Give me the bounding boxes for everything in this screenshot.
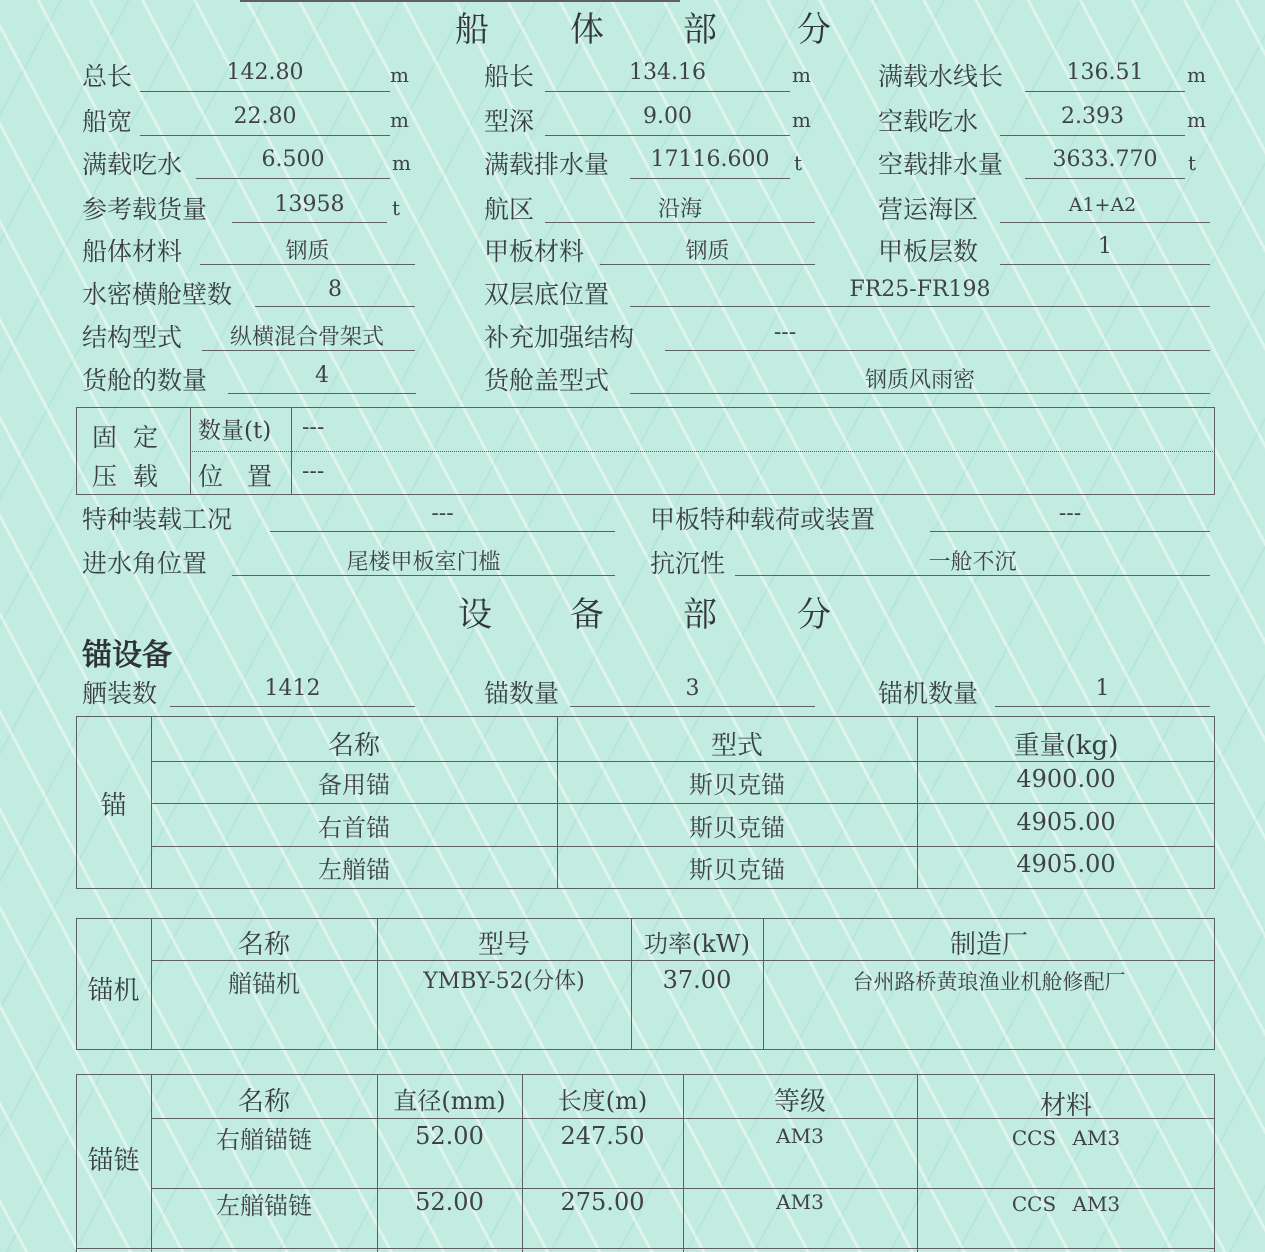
light-displacement-unit: t [1188, 151, 1197, 175]
windlass-header-name: 名称 [237, 930, 290, 960]
special-loading-label: 特种装载工况 [82, 505, 233, 534]
reference-cargo-label: 参考载货量 [82, 195, 208, 224]
chain-header-grade: 等级 [773, 1087, 826, 1117]
reference-cargo-line [232, 222, 387, 223]
chain-header-length: 长度(m) [557, 1087, 648, 1115]
anchor-count-line [570, 706, 815, 707]
light-draft-value: 2.393 [1061, 104, 1124, 129]
light-draft-label: 空载吃水 [878, 107, 979, 136]
full-draft-value: 6.500 [261, 147, 325, 172]
hatch-cover-line [630, 393, 1210, 394]
ballast-qty-value: --- [302, 415, 325, 440]
ship-length-line [545, 91, 790, 92]
cargo-holds-label: 货舱的数量 [82, 366, 208, 395]
cargo-holds-value: 4 [315, 363, 329, 388]
anchor-count-label: 锚数量 [484, 679, 560, 708]
anchor-row-3-type: 斯贝克锚 [689, 856, 785, 884]
full-displacement-label: 满载排水量 [484, 150, 610, 179]
windlass-row-1-name: 艏锚机 [228, 970, 300, 998]
overall-length-value: 142.80 [226, 60, 304, 85]
depth-label: 型深 [484, 107, 535, 136]
double-bottom-value: FR25-FR198 [849, 277, 991, 302]
anchor-row-3-name: 左艏锚 [318, 856, 390, 884]
light-draft-unit: m [1187, 108, 1206, 132]
operating-area-label: 营运海区 [878, 195, 979, 224]
anchor-table-side-label: 锚 [100, 791, 127, 821]
ballast-row-divider [190, 451, 1215, 452]
chain-row-1-name: 右艏锚链 [216, 1126, 312, 1154]
supp-structure-line [665, 350, 1210, 351]
chain-header-material: 材料 [1039, 1091, 1092, 1121]
ballast-pos-value: --- [302, 459, 325, 484]
reference-cargo-value: 13958 [274, 192, 345, 217]
beam-line [140, 135, 390, 136]
unsinkability-value: 一舱不沉 [928, 550, 1017, 575]
light-displacement-value: 3633.770 [1052, 147, 1158, 172]
double-bottom-label: 双层底位置 [484, 280, 610, 309]
flooding-angle-value: 尾楼甲板室门槛 [346, 550, 501, 575]
chain-row-1-length: 247.50 [560, 1122, 645, 1150]
waterline-length-unit: m [1187, 63, 1206, 87]
chain-header-name: 名称 [237, 1087, 290, 1117]
chain-table-side-label: 锚链 [87, 1146, 140, 1176]
anchor-row-1-name: 备用锚 [318, 771, 390, 799]
deck-special-label: 甲板特种载荷或装置 [650, 505, 876, 534]
hatch-cover-value: 钢质风雨密 [864, 368, 975, 393]
anchor-equipment-heading: 锚设备 [82, 638, 172, 673]
ballast-pos-label: 位 置 [198, 462, 280, 491]
flooding-angle-line [232, 575, 615, 576]
chain-row-2-length: 275.00 [560, 1188, 645, 1216]
waterline-length-label: 满载水线长 [878, 62, 1004, 91]
full-displacement-line [630, 178, 790, 179]
deck-layers-line [1000, 264, 1210, 265]
anchor-row-2-name: 右首锚 [318, 814, 390, 842]
beam-label: 船宽 [82, 107, 133, 136]
operating-area-line [1000, 222, 1210, 223]
windlass-header-maker: 制造厂 [949, 930, 1028, 960]
hull-material-label: 船体材料 [82, 237, 183, 266]
full-draft-label: 满载吃水 [82, 150, 183, 179]
hatch-cover-label: 货舱盖型式 [484, 366, 610, 395]
light-displacement-label: 空载排水量 [878, 150, 1004, 179]
chain-row-1-material: CCS AM3 [1011, 1126, 1121, 1150]
deck-layers-label: 甲板层数 [878, 237, 979, 266]
supp-structure-value: --- [773, 320, 797, 345]
full-displacement-unit: t [794, 151, 803, 175]
windlass-row-1-maker: 台州路桥黄琅渔业机舱修配厂 [852, 970, 1126, 994]
ballast-qty-label: 数量(t) [198, 418, 272, 444]
overall-length-unit: m [390, 63, 409, 87]
outfit-number-line [170, 706, 415, 707]
full-draft-unit: m [392, 151, 411, 175]
hull-title-char-2: 体 [570, 10, 604, 50]
structure-type-value: 纵横混合骨架式 [229, 325, 384, 350]
windlass-header-model: 型号 [477, 930, 530, 960]
cargo-holds-line [228, 393, 416, 394]
anchor-header-weight: 重量(kg) [1013, 731, 1119, 761]
waterline-length-line [1025, 91, 1185, 92]
navigation-area-line [545, 222, 815, 223]
deck-material-label: 甲板材料 [484, 237, 585, 266]
equipment-title-char-1: 设 [458, 595, 492, 635]
operating-area-value: A1+A2 [1068, 194, 1137, 216]
ship-length-label: 船长 [484, 62, 535, 91]
anchor-row-3-weight: 4905.00 [1016, 850, 1116, 878]
beam-unit: m [390, 108, 409, 132]
beam-value: 22.80 [233, 104, 297, 129]
full-draft-line [196, 178, 390, 179]
depth-value: 9.00 [643, 104, 692, 129]
bulkheads-line [255, 306, 415, 307]
chain-table-bottom-line [76, 1248, 1215, 1249]
light-displacement-line [1025, 178, 1185, 179]
anchor-table-row-line-3 [151, 846, 1215, 847]
anchor-row-2-weight: 4905.00 [1016, 808, 1116, 836]
chain-row-2-grade: AM3 [776, 1190, 824, 1214]
double-bottom-line [630, 306, 1210, 307]
chain-header-diameter: 直径(mm) [393, 1087, 506, 1115]
fixed-ballast-label-1: 固 定 [92, 423, 162, 452]
hull-material-line [200, 264, 415, 265]
windlass-table-side-label: 锚机 [87, 976, 140, 1006]
hull-title-char-4: 分 [797, 10, 831, 50]
unsinkability-line [735, 575, 1210, 576]
windlass-count-line [995, 706, 1210, 707]
anchor-row-1-type: 斯贝克锚 [689, 771, 785, 799]
deck-material-value: 钢质 [685, 239, 730, 264]
equipment-title-char-4: 分 [797, 595, 831, 635]
equipment-title-char-2: 备 [570, 595, 604, 635]
hull-title-char-1: 船 [455, 10, 489, 50]
equipment-title-char-3: 部 [683, 595, 717, 635]
depth-unit: m [792, 108, 811, 132]
windlass-header-power: 功率(kW) [644, 930, 750, 958]
chain-row-1-diameter: 52.00 [415, 1122, 484, 1150]
anchor-header-type: 型式 [710, 731, 763, 761]
deck-special-line [930, 531, 1210, 532]
ship-length-unit: m [792, 63, 811, 87]
deck-material-line [600, 264, 815, 265]
chain-row-2-diameter: 52.00 [415, 1188, 484, 1216]
supp-structure-label: 补充加强结构 [484, 323, 635, 352]
navigation-area-label: 航区 [484, 195, 535, 224]
hull-material-value: 钢质 [285, 239, 330, 264]
windlass-count-value: 1 [1095, 676, 1110, 701]
special-loading-line [270, 531, 615, 532]
structure-type-line [202, 350, 415, 351]
windlass-row-1-model: YMBY-52(分体) [423, 969, 585, 994]
light-draft-line [1000, 135, 1185, 136]
outfit-number-label: 舾装数 [82, 679, 158, 708]
chain-row-1-grade: AM3 [776, 1124, 824, 1148]
bulkheads-value: 8 [328, 277, 342, 302]
anchor-header-name: 名称 [327, 731, 380, 761]
deck-special-value: --- [1058, 501, 1082, 526]
structure-type-label: 结构型式 [82, 323, 183, 352]
hull-title-char-3: 部 [683, 10, 717, 50]
chain-row-2-material: CCS AM3 [1011, 1192, 1121, 1216]
bulkheads-label: 水密横舱壁数 [82, 280, 233, 309]
navigation-area-value: 沿海 [657, 197, 702, 222]
overall-length-line [140, 91, 390, 92]
anchor-table-row-line-2 [151, 803, 1215, 804]
anchor-count-value: 3 [685, 676, 700, 701]
full-displacement-value: 17116.600 [650, 147, 770, 172]
special-loading-value: --- [431, 501, 454, 526]
waterline-length-value: 136.51 [1066, 60, 1144, 85]
unsinkability-label: 抗沉性 [650, 549, 726, 578]
depth-line [545, 135, 790, 136]
anchor-row-1-weight: 4900.00 [1016, 765, 1116, 793]
outfit-number-value: 1412 [264, 676, 321, 701]
windlass-count-label: 锚机数量 [878, 679, 979, 708]
windlass-row-1-power: 37.00 [662, 966, 732, 994]
ship-length-value: 134.16 [629, 60, 706, 85]
flooding-angle-label: 进水角位置 [82, 549, 208, 578]
reference-cargo-unit: t [392, 196, 401, 220]
chain-row-2-name: 左艏锚链 [216, 1192, 312, 1220]
overall-length-label: 总长 [82, 62, 133, 91]
fixed-ballast-label-2: 压 载 [92, 462, 162, 491]
deck-layers-value: 1 [1098, 234, 1112, 259]
anchor-row-2-type: 斯贝克锚 [689, 814, 785, 842]
